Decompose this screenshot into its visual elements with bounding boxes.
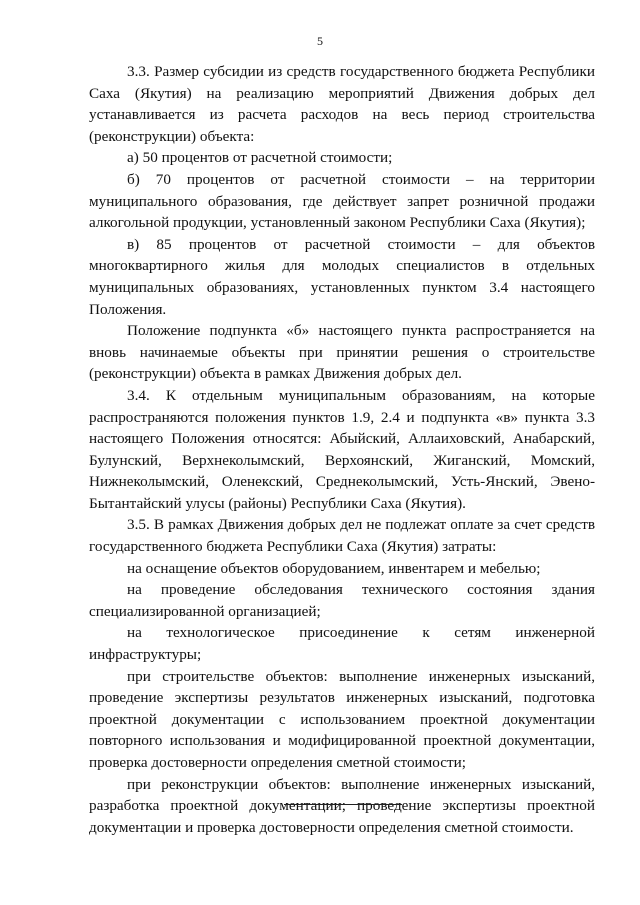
list-item-b: б) 70 процентов от расчетной стоимости – на территории муниципального образования, где действует запрет розничной продажи алкогольной продукции, установленный законом Республики Саха (Якутия); [89,170,595,232]
list-item-equipment: на оснащение объектов оборудованием, инвентарем и мебелью; [127,559,541,577]
list-item-inspection: на проведение обследования технического состояния здания специализированной организацией; [89,581,595,620]
paragraph-3-5: 3.5. В рамках Движения добрых дел не подлежат оплате за счет средств государственного бюджета Республики Саха (Якутия) затраты: [89,516,595,556]
page-number: 5 [317,34,323,48]
list-item-v: в) 85 процентов от расчетной стоимости – для объектов многоквартирного жилья для молодых специалистов в отдельных муниципальных образованиях, установленных пунктом 3.4 настоящего Положения. [89,235,595,318]
list-item-connection: на технологическое присоединение к сетям инженерной инфраструктуры; [89,624,595,664]
paragraph-3-4: 3.4. К отдельным муниципальным образованиям, на которые распространяются положения пунктов 1.9, 2.4 и подпункта «в» пункта 3.3 настоящего Положения относятся: Абыйский, Аллаиховский, Анабарский, Булунский, Верхнеколымский, Верхоянский, Жиганский, Момский, Нижнеколымский, Оленекский, Среднеколымский, Усть-Янский, Эвено-Бытантайский улусы (районы) Республики Саха (Якутия). [89,386,595,512]
list-item-construction: при строительстве объектов: выполнение инженерных изысканий, проведение экспертизы результатов инженерных изысканий, подготовка проектной документации с использованием проектной документации повторного использования и модифицированной проектной документации, проверка достоверности определения сметной стоимости; [89,667,595,771]
paragraph-3-3: 3.3. Размер субсидии из средств государственного бюджета Республики Саха (Якутия) на реализацию мероприятий Движения добрых дел устанавливается из расчета расходов на весь период строительства (реконструкции) объекта: [89,63,595,145]
document-body [89,61,595,838]
list-item-reconstruction: при реконструкции объектов: выполнение инженерных изысканий, разработка проектной документации; проведение экспертизы проектной документации и проверка достоверности определения сметной стоимости. [89,775,595,836]
paragraph-provision-b: Положение подпункта «б» настоящего пункта распространяется на вновь начинаемые объекты при принятии решения о строительстве (реконструкции) объекта в рамках Движения добрых дел. [89,322,595,383]
footer-rule [284,804,402,805]
list-item-a: а) 50 процентов от расчетной стоимости; [127,149,393,167]
